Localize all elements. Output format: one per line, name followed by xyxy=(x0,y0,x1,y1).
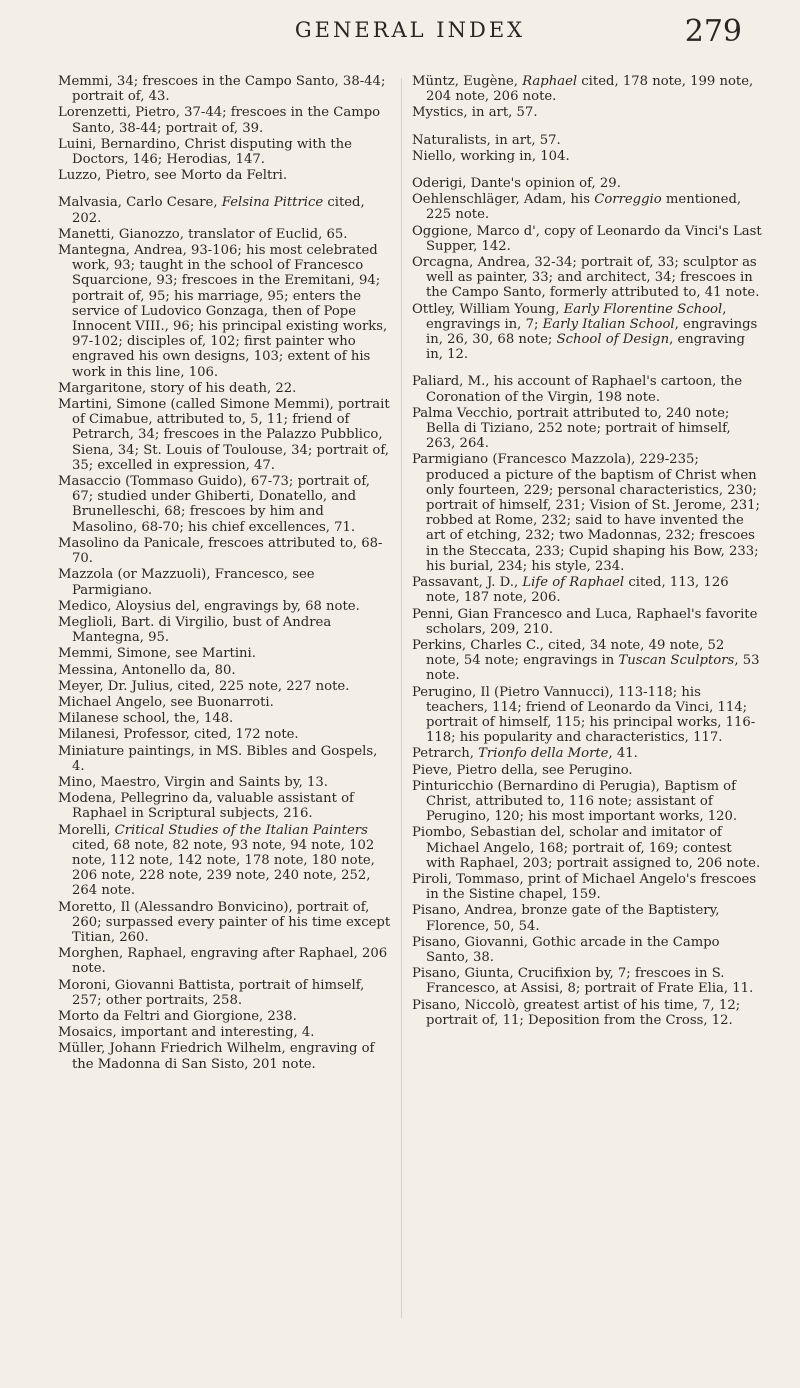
index-entry xyxy=(58,74,392,104)
index-entry xyxy=(412,176,762,191)
entry-title-italic: Tuscan Sculptors xyxy=(618,653,735,669)
index-entry xyxy=(412,779,762,825)
entry-term: Lorenzetti, Pietro, xyxy=(58,105,180,121)
entry-term: Perugino, Il xyxy=(412,684,490,700)
entry-text: , 41. xyxy=(608,746,638,762)
entry-term: Memmi, Simone, xyxy=(58,646,172,662)
index-entry xyxy=(58,1009,392,1024)
entry-title-italic: Trionfo della Morte xyxy=(478,746,609,762)
page-number: 279 xyxy=(684,14,742,49)
index-entry xyxy=(412,825,762,871)
entry-text: (Bernardino di Perugia), Baptism of Christ, attributed to, 116 note; assistant of Perugino, 120; his most important works, 120. xyxy=(426,778,738,825)
entry-text: (Francesco Mazzola), 229-235; produced a picture of the baptism of Christ when only fourteen, 229; personal characteristics, 230; portrait of himself, 231; Vision of St. Jerome, 231; robbed at Rome, 232; said to have invented the art of etching, 232; two Madonnas, 232; frescoes in the Steccata, 233; Cupid shaping his Bow, 233; his burial, 234; his style, 234. xyxy=(426,452,760,574)
entry-title-italic: Early Florentine School xyxy=(563,301,723,317)
index-entry xyxy=(58,599,392,614)
index-entry xyxy=(58,1025,392,1040)
entry-text: mentioned, 225 note. xyxy=(426,192,742,223)
entry-text: (or Mazzuoli), Francesco, see Parmigiano. xyxy=(72,567,315,598)
index-entry xyxy=(58,946,392,976)
entry-text: translator of Euclid, 65. xyxy=(183,226,348,242)
entry-term: Meyer, Dr. Julius, xyxy=(58,678,174,694)
entry-text: see Morto da Feltri. xyxy=(150,168,288,184)
index-entry xyxy=(412,105,762,120)
index-entry xyxy=(58,381,392,396)
entry-term: Meglioli, Bart. di Virgilio, xyxy=(58,614,229,630)
entry-term: Luzzo, Pietro, xyxy=(58,168,151,184)
index-entry xyxy=(58,727,392,742)
entry-term: Morelli, xyxy=(58,822,111,838)
entry-term: Oehlenschläger, Adam, xyxy=(412,192,567,208)
entry-term: Palma Vecchio, xyxy=(412,405,513,421)
entry-text: , engravings in, 26, 30, 68 note; xyxy=(426,316,758,348)
index-entry xyxy=(58,397,392,473)
index-entry xyxy=(58,711,392,726)
entry-text: valuable assistant of Raphael in Scriptural subjects, 216. xyxy=(72,791,354,822)
index-entry xyxy=(412,452,762,574)
entry-text: cited, 68 note, 82 note, 93 note, 94 note, 102 note, 112 note, 142 note, 178 note, 180 note, 206 note, 228 note, 239 note, 240 note, 252, 264 note. xyxy=(72,837,375,899)
entry-text: bust of Andrea Mantegna, 95. xyxy=(72,614,332,646)
entry-text: cited, 202. xyxy=(72,195,365,226)
entry-term: Medico, Aloysius del, xyxy=(58,598,200,614)
entry-text: and Luca, Raphael's favorite scholars, 209, 210. xyxy=(426,606,758,637)
index-entry xyxy=(58,744,392,774)
entry-term: Pisano, Andrea, xyxy=(412,903,518,919)
entry-term: Morto da Feltri xyxy=(58,1008,160,1024)
index-entry xyxy=(58,567,392,597)
entry-term: Piroli, Tommaso, xyxy=(412,871,524,887)
entry-term: Naturalists, xyxy=(412,132,491,148)
index-entry xyxy=(58,823,392,899)
index-entry xyxy=(412,74,762,104)
entry-term: Ottley, William Young, xyxy=(412,301,560,317)
entry-text: cited, 172 note. xyxy=(189,727,299,743)
entry-text: see Perugino. xyxy=(537,762,633,778)
index-entry xyxy=(58,679,392,694)
entry-text: 80. xyxy=(210,662,236,678)
entry-text: Dante's opinion of, 29. xyxy=(466,176,621,192)
entry-text: cited, 34 note, 49 note, 52 note, 54 note; engravings in xyxy=(426,637,725,669)
entry-term: Masaccio xyxy=(58,474,121,490)
index-entry xyxy=(412,872,762,902)
entry-title-italic: Correggio xyxy=(594,192,662,208)
index-column-right xyxy=(412,74,762,1029)
entry-term: Modena, Pellegrino da, xyxy=(58,791,213,807)
entry-text: 34; frescoes in the Campo Santo, 38-44; portrait of, 43. xyxy=(72,74,386,105)
entry-text: print of Michael Angelo's frescoes in the Sistine chapel, 159. xyxy=(426,871,757,903)
entry-text: Virgin and Saints by, 13. xyxy=(160,774,328,790)
index-entry xyxy=(412,255,762,301)
entry-text: portrait of himself, 257; other portraits, 258. xyxy=(72,977,365,1008)
entry-term: Orcagna, Andrea, xyxy=(412,255,531,271)
entry-text: greatest artist of his time, 7, 12; portrait of, 11; Deposition from the Cross, 12. xyxy=(426,997,741,1028)
entry-text: engraving of the Madonna di San Sisto, 201 note. xyxy=(72,1041,375,1072)
column-divider xyxy=(401,78,402,1318)
index-entry xyxy=(412,149,762,164)
entry-term: Niello, xyxy=(412,148,457,164)
entry-text: , engravings in, 7; xyxy=(426,301,727,332)
index-entry xyxy=(412,406,762,452)
entry-text: in art, 57. xyxy=(490,132,561,148)
index-entry xyxy=(58,105,392,135)
entry-text: story of his death, 22. xyxy=(146,380,297,396)
entry-text: important and interesting, 4. xyxy=(116,1025,315,1041)
entry-text: the, 148. xyxy=(169,711,234,727)
entry-term: Milanese school, xyxy=(58,711,170,727)
entry-text: his xyxy=(566,192,595,208)
entry-text: 93-106; his most celebrated work, 93; taught in the school of Francesco Squarcione, 93; frescoes in the Eremitani, 94; portrait of, 95; his marriage, 95; enters the service of Ludovico Gonzaga, then of Pope Innocent VIII., 96; his principal existing works, 97-102; disciples of, 102; first painter who engraved his own designs, 103; extent of his work in this line, 106. xyxy=(72,243,388,380)
entry-term: Malvasia, Carlo Cesare, xyxy=(58,195,218,211)
entry-term: Luini, Bernardino, xyxy=(58,136,181,152)
entry-term: Oderigi, xyxy=(412,176,467,192)
index-entry xyxy=(58,474,392,535)
entry-term: Penni, Gian Francesco xyxy=(412,606,563,622)
entry-title-italic: Critical Studies of the Italian Painters xyxy=(114,822,368,838)
index-entry xyxy=(58,227,392,242)
index-entry xyxy=(412,903,762,933)
entry-term: Manetti, Gianozzo, xyxy=(58,226,184,242)
entry-title-italic: Felsina Pittrice xyxy=(221,195,324,211)
index-entry xyxy=(412,575,762,605)
entry-term: Pieve, Pietro della, xyxy=(412,762,538,778)
entry-title-italic: Life of Raphael xyxy=(522,575,625,591)
index-entry xyxy=(58,900,392,946)
index-entry xyxy=(412,133,762,148)
entry-text: 32-34; portrait of, 33; sculptor as well as painter, 33; and architect, 34; frescoes in the Campo Santo, formerly attributed to, 41 note. xyxy=(426,255,760,301)
entry-text: (called Simone Memmi), portrait of Cimabue, attributed to, 5, 11; friend of Petrarch, 34; frescoes in the Palazzo Pubblico, Siena, 34; St. Louis of Toulouse, 34; portrait of, 35; excelled in expression, 47. xyxy=(72,397,390,473)
entry-title-italic: School of Design xyxy=(556,332,670,348)
entry-term: Pisano, Niccolò, xyxy=(412,997,520,1013)
index-entry xyxy=(412,935,762,965)
entry-term: Paliard, M., xyxy=(412,374,490,390)
index-entry xyxy=(412,998,762,1028)
entry-term: Masolino da Panicale, xyxy=(58,535,204,551)
entry-text: , engraving in, 12. xyxy=(426,332,745,363)
entry-term: Mazzola xyxy=(58,567,114,583)
entry-term: Piombo, Sebastian del, xyxy=(412,825,565,841)
index-entry xyxy=(58,775,392,790)
entry-text: cited, 113, 126 note, 187 note, 206. xyxy=(426,575,729,606)
index-entry xyxy=(412,685,762,746)
index-entry xyxy=(412,746,762,761)
entry-text: scholar and imitator of Michael Angelo, 168; portrait of, 169; contest with Raphael, 203; portrait assigned to, 206 note. xyxy=(426,825,761,871)
entry-text: engraving after Raphael, 206 note. xyxy=(72,946,388,977)
entry-text: portrait attributed to, 240 note; Bella di Tiziano, 252 note; portrait of himself, 263, 264. xyxy=(426,405,731,452)
index-entry xyxy=(412,302,762,363)
entry-term: Mino, Maestro, xyxy=(58,774,161,790)
entry-text: , 53 note. xyxy=(426,653,760,684)
entry-text: copy of Leonardo da Vinci's Last Supper, 142. xyxy=(426,223,762,254)
index-entry xyxy=(412,607,762,637)
entry-term: Moretto, Il xyxy=(58,899,130,915)
index-entry xyxy=(412,638,762,684)
entry-text: Gothic arcade in the Campo Santo, 38. xyxy=(426,934,720,965)
entry-term: Messina, Antonello da, xyxy=(58,662,211,678)
entry-term: Mantegna, Andrea, xyxy=(58,243,187,259)
entry-term: Oggione, Marco d', xyxy=(412,223,540,239)
index-entry xyxy=(412,966,762,996)
entry-text: cited, 178 note, 199 note, 204 note, 206 note. xyxy=(426,74,754,105)
entry-text: (Pietro Vannucci), 113-118; his teachers, 114; friend of Leonardo da Vinci, 114; portrait of himself, 115; his principal works, 116-118; his popularity and characteristics, 117. xyxy=(426,684,756,746)
entry-term: Passavant, J. D., xyxy=(412,575,519,591)
index-entry xyxy=(412,192,762,222)
entry-term: Pisano, Giovanni, xyxy=(412,934,528,950)
entry-text: and Giorgione, 238. xyxy=(159,1008,297,1024)
entry-term: Perkins, Charles C., xyxy=(412,637,544,653)
index-entry xyxy=(58,663,392,678)
entry-term: Petrarch, xyxy=(412,746,474,762)
entry-term: Margaritone, xyxy=(58,380,147,396)
entry-text: in art, 57. xyxy=(467,105,538,121)
entry-term: Mystics, xyxy=(412,105,468,121)
running-title: GENERAL INDEX xyxy=(294,18,526,42)
entry-term: Parmigiano xyxy=(412,452,489,468)
entry-text: cited, 225 note, 227 note. xyxy=(173,678,350,694)
entry-term: Martini, Simone xyxy=(58,397,167,413)
entry-text: working in, 104. xyxy=(456,148,570,164)
entry-text: frescoes attributed to, 68-70. xyxy=(72,535,383,567)
entry-text: engravings by, 68 note. xyxy=(199,598,360,614)
entry-term: Moroni, Giovanni Battista, xyxy=(58,977,235,993)
page-header xyxy=(60,14,760,50)
entry-term: Miniature paintings, xyxy=(58,743,195,759)
index-entry xyxy=(58,243,392,380)
entry-text: (Alessandro Bonvicino), portrait of, 260; surpassed every painter of his time except Titian, 260. xyxy=(72,899,391,945)
index-entry xyxy=(58,978,392,1008)
index-entry xyxy=(412,763,762,778)
entry-term: Mosaics, xyxy=(58,1025,117,1041)
entry-term: Morghen, Raphael, xyxy=(58,946,187,962)
index-entry xyxy=(412,374,762,404)
index-entry xyxy=(58,615,392,645)
index-entry xyxy=(412,224,762,254)
entry-term: Michael Angelo, xyxy=(58,694,167,710)
entry-text: (Tommaso Guido), 67-73; portrait of, 67; studied under Ghiberti, Donatello, and Brunelleschi, 68; frescoes by him and Masolino, 68-70; his chief excellences, 71. xyxy=(72,474,370,535)
entry-title-italic: Raphael xyxy=(522,74,578,89)
entry-title-italic: Early Italian School xyxy=(542,316,675,332)
index-entry xyxy=(58,695,392,710)
index-entry xyxy=(58,137,392,167)
entry-text: his account of Raphael's cartoon, the Coronation of the Virgin, 198 note. xyxy=(426,374,743,405)
entry-text: see Buonarroti. xyxy=(166,694,274,710)
entry-text: 37-44; frescoes in the Campo Santo, 38-44; portrait of, 39. xyxy=(72,105,381,136)
index-entry xyxy=(58,195,392,225)
entry-term: Milanesi, Professor, xyxy=(58,727,190,743)
entry-term: Memmi, xyxy=(58,74,113,89)
index-entry xyxy=(58,536,392,566)
index-entry xyxy=(58,791,392,821)
entry-text: Christ disputing with the Doctors, 146; Herodias, 147. xyxy=(72,136,352,168)
index-entry xyxy=(58,646,392,661)
entry-text: see Martini. xyxy=(171,646,256,662)
index-column-left xyxy=(58,74,392,1073)
index-entry xyxy=(58,168,392,183)
entry-term: Pisano, Giunta, xyxy=(412,966,514,982)
entry-term: Müntz, Eugène, xyxy=(412,74,518,89)
entry-text: Crucifixion by, 7; frescoes in S. Francesco, at Assisi, 8; portrait of Frate Elia, 11. xyxy=(426,966,754,997)
index-entry xyxy=(58,1041,392,1071)
entry-term: Müller, Johann Friedrich Wilhelm, xyxy=(58,1041,286,1057)
entry-term: Pinturicchio xyxy=(412,778,494,794)
entry-text: in MS. Bibles and Gospels, 4. xyxy=(72,743,378,774)
entry-text: bronze gate of the Baptistery, Florence, 50, 54. xyxy=(426,903,720,934)
